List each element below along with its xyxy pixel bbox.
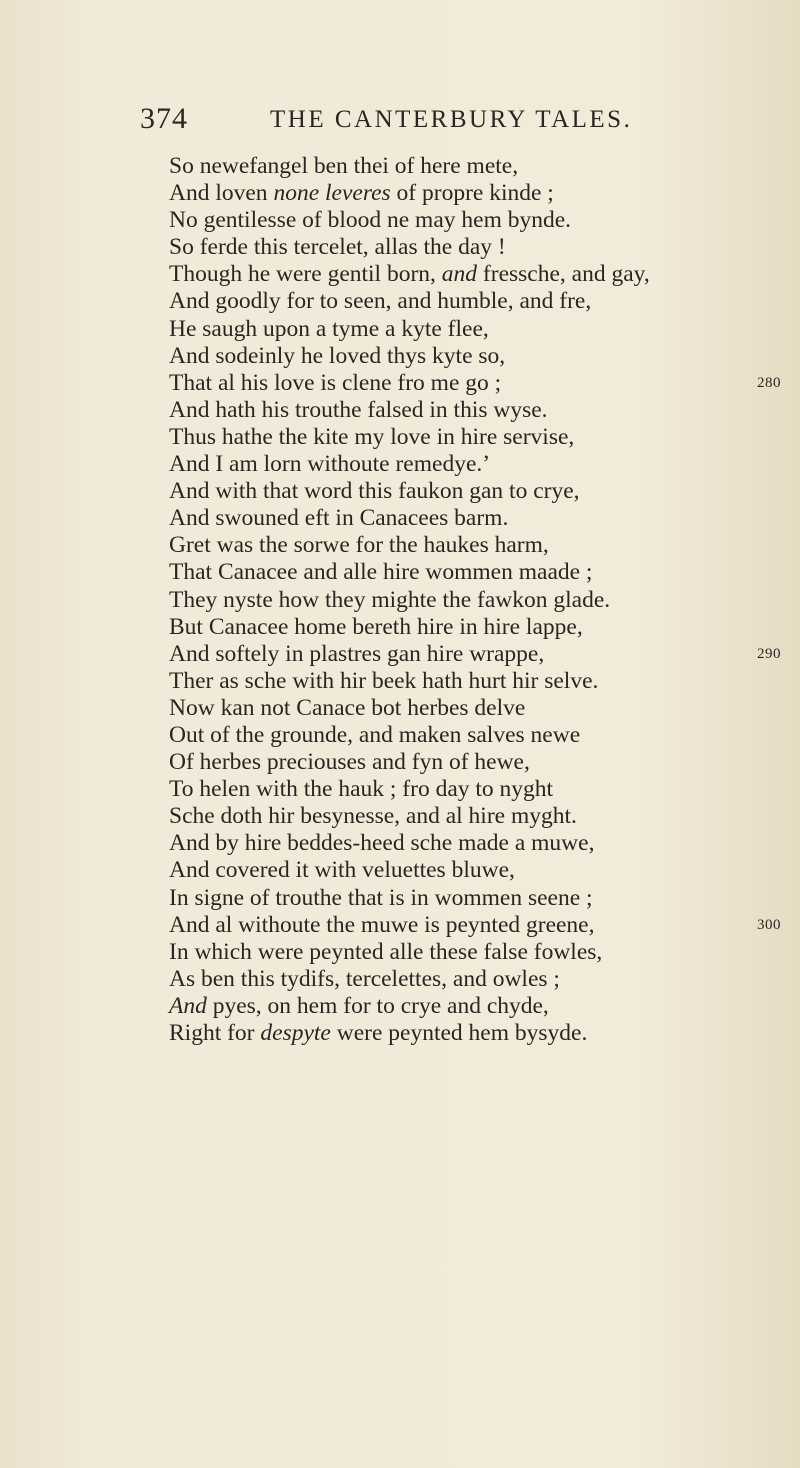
verse-text xyxy=(169,180,554,207)
verse-text xyxy=(169,695,525,722)
verse-text xyxy=(169,966,560,993)
verse-segment: So newefangel ben thei of here mete, xyxy=(169,153,519,179)
verse-segment: And loven xyxy=(169,180,274,207)
verse-segment: In signe of trouthe that is in wommen seene ; xyxy=(169,884,593,911)
verse-segment: And softely in plastres gan hire wrappe, xyxy=(169,640,545,667)
verse-text xyxy=(169,668,598,695)
verse-line xyxy=(0,451,800,478)
verse-line xyxy=(0,316,800,343)
verse-line xyxy=(0,641,800,668)
verse-segment: And covered it with veluettes bluwe, xyxy=(169,857,515,884)
verse-segment: Now kan not Canace bot herbes delve xyxy=(169,694,526,721)
verse-line xyxy=(0,505,800,532)
verse-line xyxy=(0,587,800,614)
verse-line xyxy=(0,722,800,749)
verse-line xyxy=(0,885,800,912)
verse-line xyxy=(0,912,800,939)
verse-segment: To helen with the hauk ; fro day to nyght xyxy=(169,776,554,803)
verse-line xyxy=(0,370,800,397)
verse-segment: Though he were gentil born, xyxy=(169,261,442,288)
verse-text xyxy=(169,803,577,830)
verse-text xyxy=(169,424,574,451)
verse-line xyxy=(0,180,800,207)
verse-segment: Gret was the sorwe for the haukes harm, xyxy=(169,532,549,559)
verse-line xyxy=(0,532,800,559)
verse-text xyxy=(169,587,610,614)
verse-line xyxy=(0,261,800,288)
verse-segment: Thus hathe the kite my love in hire servise, xyxy=(169,423,575,450)
italic-phrase: despyte xyxy=(260,1020,331,1046)
verse-text xyxy=(169,559,592,586)
verse-segment: were peynted hem bysyde. xyxy=(330,1020,588,1046)
italic-phrase: and xyxy=(441,261,478,288)
verse-segment: Right for xyxy=(169,1020,261,1046)
verse-segment: They nyste how they mighte the fawkon glade. xyxy=(169,586,611,613)
verse-line xyxy=(0,478,800,505)
verse-segment: And swouned eft in Canacees barm. xyxy=(169,505,509,532)
verse-line xyxy=(0,776,800,803)
verse-text xyxy=(169,857,515,884)
verse-line xyxy=(0,803,800,830)
verse-segment: And al withoute the muwe is peynted greene, xyxy=(169,911,595,938)
verse-text xyxy=(169,153,518,180)
verse-segment: And with that word this faukon gan to crye, xyxy=(169,478,580,505)
italic-phrase: And xyxy=(169,992,207,1019)
verse-text xyxy=(169,830,594,857)
verse-line xyxy=(0,939,800,966)
verse-segment: And I am lorn withoute remedye.’ xyxy=(169,451,491,478)
verse-segment: That Canacee and alle hire wommen maade ; xyxy=(169,559,593,586)
verse-segment: In which were peynted alle these false fowles, xyxy=(169,938,603,965)
verse-segment: And by hire beddes-heed sche made a muwe, xyxy=(169,830,595,857)
verse-line xyxy=(0,668,800,695)
verse-segment: And sodeinly he loved thys kyte so, xyxy=(169,342,506,369)
verse-text xyxy=(169,939,602,966)
verse-text xyxy=(169,532,549,559)
verse-segment: But Canacee home bereth hire in hire lappe, xyxy=(169,613,583,640)
verse-segment: pyes, on hem for to crye and chyde, xyxy=(206,992,549,1019)
verse-line xyxy=(0,966,800,993)
italic-phrase: none leveres xyxy=(273,180,391,207)
line-number: 280 xyxy=(757,374,781,391)
verse-segment: of propre kinde ; xyxy=(390,180,554,207)
verse-line xyxy=(0,288,800,315)
verse-text xyxy=(169,614,583,641)
verse-text xyxy=(169,993,549,1020)
verse-text xyxy=(169,288,591,315)
verse-text xyxy=(169,478,580,505)
verse-line xyxy=(0,397,800,424)
verse-line xyxy=(0,830,800,857)
verse-line xyxy=(0,857,800,884)
verse-text xyxy=(169,370,501,397)
verse-segment: That al his love is clene fro me go ; xyxy=(169,369,502,396)
running-head: THE CANTERBURY TALES. xyxy=(270,106,633,133)
verse-line xyxy=(0,234,800,261)
verse-line xyxy=(0,749,800,776)
line-number: 300 xyxy=(757,916,781,933)
verse-text xyxy=(169,505,508,532)
verse-text xyxy=(169,234,506,261)
verse-text xyxy=(169,207,571,234)
verse-line xyxy=(0,207,800,234)
verse-segment: Out of the grounde, and maken salves newe xyxy=(169,721,581,748)
verse-text xyxy=(169,885,593,912)
verse-text xyxy=(169,912,595,939)
verse-segment: No gentilesse of blood ne may hem bynde. xyxy=(169,207,572,234)
verse-segment: And hath his trouthe falsed in this wyse. xyxy=(169,396,548,423)
verse-text xyxy=(169,749,530,776)
line-number: 290 xyxy=(757,645,781,662)
verse-segment: fressche, and gay, xyxy=(477,261,650,288)
verse-text xyxy=(169,722,580,749)
page-number: 374 xyxy=(140,102,188,135)
verse-text xyxy=(169,316,489,343)
verse-line xyxy=(0,1020,800,1047)
verse-segment: So ferde this tercelet, allas the day ! xyxy=(169,234,506,261)
verse-line xyxy=(0,614,800,641)
verse-segment: Of herbes preciouses and fyn of hewe, xyxy=(169,749,530,776)
verse-line xyxy=(0,695,800,722)
page-header xyxy=(140,102,660,142)
verse-block xyxy=(0,153,800,1047)
verse-text xyxy=(169,397,548,424)
verse-line xyxy=(0,559,800,586)
verse-text xyxy=(169,451,490,478)
verse-text xyxy=(169,343,505,370)
verse-line xyxy=(0,153,800,180)
verse-segment: And goodly for to seen, and humble, and fre, xyxy=(169,288,592,315)
verse-segment: Sche doth hir besynesse, and al hire myght. xyxy=(169,803,577,830)
verse-text xyxy=(169,641,544,668)
verse-line xyxy=(0,993,800,1020)
verse-text xyxy=(169,776,553,803)
verse-text xyxy=(169,1020,587,1047)
verse-segment: As ben this tydifs, tercelettes, and owles ; xyxy=(169,965,560,992)
verse-segment: He saugh upon a tyme a kyte flee, xyxy=(169,315,489,342)
verse-line xyxy=(0,343,800,370)
verse-text xyxy=(169,261,650,288)
verse-line xyxy=(0,424,800,451)
verse-segment: Ther as sche with hir beek hath hurt hir selve. xyxy=(169,667,599,694)
